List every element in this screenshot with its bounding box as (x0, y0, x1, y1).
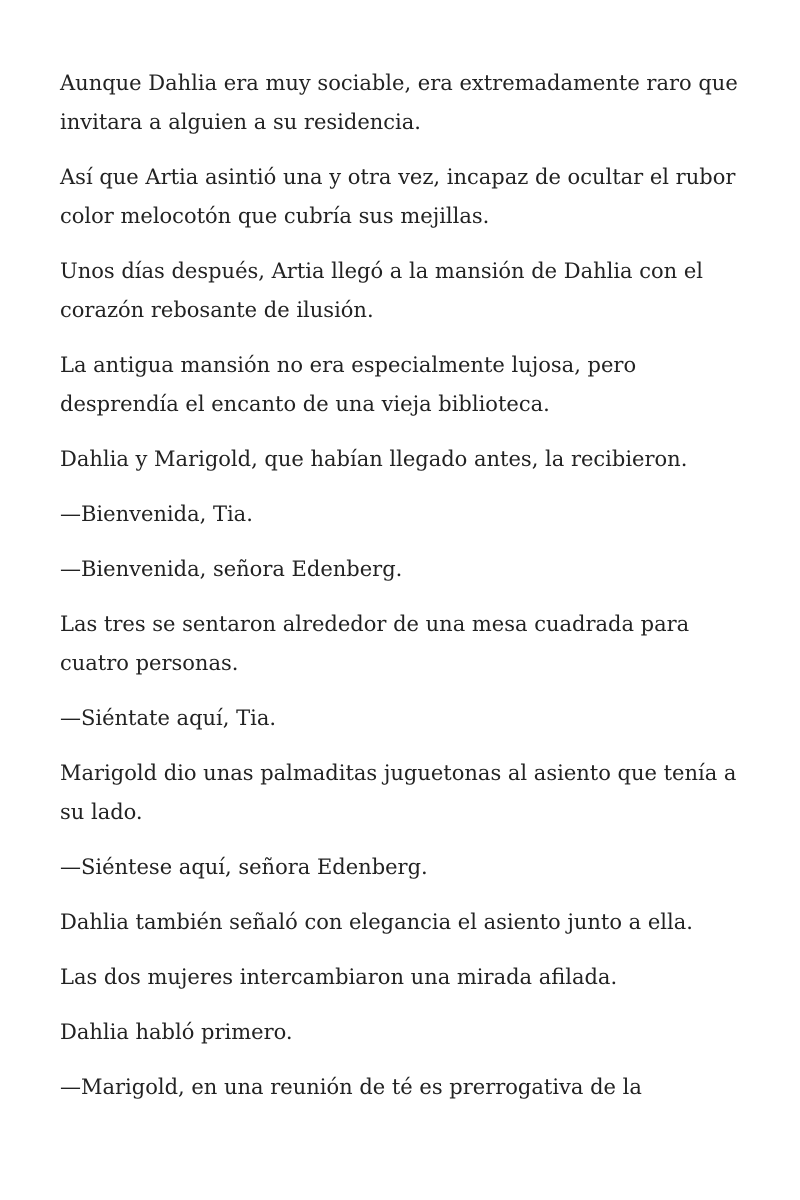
paragraph: La antigua mansión no era especialmente lujosa, pero desprendía el encanto de una vieja biblioteca. (60, 353, 637, 416)
reading-page (60, 64, 750, 1123)
paragraph: Las tres se sentaron alrededor de una mesa cuadrada para cuatro personas. (60, 612, 690, 675)
dialogue-line: —Bienvenida, señora Edenberg. (60, 557, 403, 581)
paragraph: Así que Artia asintió una y otra vez, incapaz de ocultar el rubor color melocotón que cubría sus mejillas. (60, 165, 736, 228)
dialogue-line: —Siéntate aquí, Tia. (60, 706, 277, 730)
paragraph: Dahlia habló primero. (60, 1020, 293, 1044)
dialogue-line: —Bienvenida, Tia. (60, 502, 253, 526)
dialogue-line: —Siéntese aquí, señora Edenberg. (60, 855, 428, 879)
paragraph: Dahlia también señaló con elegancia el asiento junto a ella. (60, 910, 693, 934)
paragraph: Aunque Dahlia era muy sociable, era extremadamente raro que invitara a alguien a su residencia. (60, 71, 738, 134)
paragraph: Las dos mujeres intercambiaron una mirada afilada. (60, 965, 618, 989)
dialogue-line: —Marigold, en una reunión de té es prerrogativa de la (60, 1075, 642, 1099)
paragraph: Marigold dio unas palmaditas juguetonas al asiento que tenía a su lado. (60, 761, 737, 824)
paragraph: Dahlia y Marigold, que habían llegado antes, la recibieron. (60, 447, 688, 471)
paragraph: Unos días después, Artia llegó a la mansión de Dahlia con el corazón rebosante de ilusión. (60, 259, 704, 322)
